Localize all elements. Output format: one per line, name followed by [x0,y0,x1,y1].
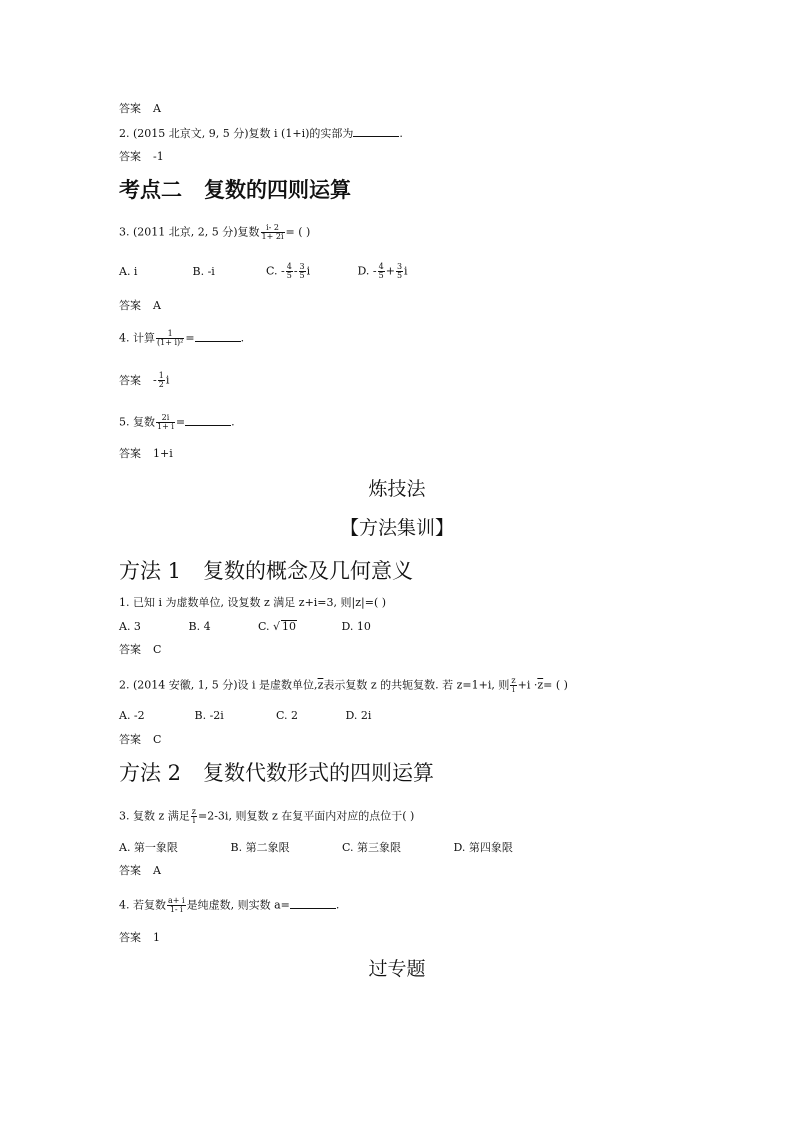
option-a: A. i [119,264,138,278]
option-label: C. [258,620,274,633]
answer-label: 答案 [119,299,141,312]
question-5 [119,414,235,431]
question-text: 5. 复数 [119,415,155,429]
method-question-4 [119,897,339,914]
answer-label: 答案 [119,150,141,163]
heading-number: 方法 1 [119,559,182,583]
method-answer-4 [119,932,160,943]
question-2 [119,128,403,139]
fraction [286,263,293,280]
denominator: 5 [396,271,403,280]
heading-title: 复数的四则运算 [204,177,351,202]
method-answer-2 [119,734,161,745]
option-label: D. - [357,264,377,278]
numerator: 4 [378,262,384,271]
question-text: 1. 已知 i 为虚数单位, 设复数 z 满足 z+i=3, 则|z|=( ) [119,596,387,609]
answer-label: 答案 [119,643,141,656]
question-text-end: = ( ) [285,225,311,239]
method-question-3 [119,808,414,825]
imaginary-unit: i [306,264,311,278]
method-question-3-options [119,842,513,853]
operator: + [385,264,395,278]
imaginary-unit: i [404,264,408,278]
heading-title: 复数代数形式的四则运算 [203,761,435,785]
denominator: (1+ i)² [157,338,184,347]
option-b: B. 第二象限 [230,841,290,854]
method-answer-1 [119,644,161,655]
denominator: i [192,816,196,825]
punctuation: . [231,415,235,429]
question-text-end: = ( ) [543,678,568,692]
numerator: a+ i [168,896,185,905]
option-label: C. - [266,264,285,278]
method-question-2-options [119,710,371,721]
question-text-post: 是纯虚数, 则实数 a= [186,898,290,912]
numerator: z [191,807,196,816]
fraction [396,263,403,280]
option-d: D. 2i [345,709,372,722]
option-b: B. -i [192,264,215,278]
section-title-lianjifa: 炼技法 [368,478,426,500]
option-a: A. 3 [119,620,141,633]
answer-blank [353,128,399,137]
fraction [261,224,285,241]
answer-value: -1 [153,150,164,163]
heading-number: 考点二 [119,177,182,202]
numerator: i- 2 [266,223,279,232]
answer-value: 1 [153,931,160,944]
question-4 [119,330,244,347]
answer-1 [119,103,161,114]
option-b: B. 4 [188,620,211,633]
answer-sign: - [153,373,157,387]
option-a: A. -2 [119,709,145,722]
numerator: 4 [286,262,292,271]
answer-blank [185,417,231,426]
answer-4 [119,372,169,389]
fraction [167,897,186,914]
heading-number: 方法 2 [119,761,182,785]
answer-value: 1+i [153,447,173,460]
equals: = [175,415,186,429]
numerator: 3 [396,262,403,271]
option-c: C. √ 10 [258,620,297,633]
question-text-end: =2-3i, 则复数 z 在复平面内对应的点位于( ) [198,809,415,823]
numerator: 1 [158,371,164,380]
option-d: D. 第四象限 [453,841,513,854]
option-c: C. 2 [276,709,299,722]
answer-value: A [153,864,161,877]
fraction [299,263,306,280]
conjugate-z: $\overline{z}$ [537,678,544,692]
answer-blank [290,900,336,909]
answer-blank [195,333,241,342]
answer-value: A [153,299,161,312]
section-title-guozhuanti: 过专题 [368,958,426,980]
question-text: 2. (2015 北京文, 9, 5 分)复数 i (1+i)的实部为 [119,127,354,140]
option-a: A. 第一象限 [119,841,178,854]
denominator: 1+ 2i [261,232,284,241]
sqrt-radicand: 10 [282,620,297,633]
question-text: 3. 复数 z 满足 [119,809,190,823]
question-text: 4. 计算 [119,331,155,345]
denominator: 5 [286,271,292,280]
punctuation: . [335,898,340,912]
answer-value: C [153,733,162,746]
fraction [158,372,165,389]
method-question-1 [119,597,386,608]
numerator: 3 [299,262,305,271]
heading-kaodian-2 [119,179,351,200]
conjugate-z: $\overline{z}$ [317,678,324,692]
fraction [191,808,197,825]
answer-value: C [153,643,162,656]
punctuation: . [240,331,245,345]
denominator: 5 [299,271,305,280]
question-3-options [119,263,408,280]
answer-label: 答案 [119,447,141,460]
method-question-2 [119,677,568,694]
option-d [358,263,408,280]
answer-label: 答案 [119,373,141,387]
denominator: 5 [378,271,384,280]
option-b: B. -2i [194,709,224,722]
fraction [156,330,184,347]
answer-label: 答案 [119,102,141,115]
imaginary-unit: i [165,373,170,387]
option-d: D. 10 [341,620,371,633]
method-question-1-options [119,620,371,632]
denominator: i [512,685,515,694]
punctuation: . [399,127,403,140]
answer-5 [119,448,173,459]
method-answer-3 [119,865,161,876]
option-c [266,263,354,280]
option-c: C. 第三象限 [342,841,402,854]
question-text-post: +i · [517,678,538,692]
denominator: 1+ i [157,422,174,431]
fraction [156,414,175,431]
question-text: 4. 若复数 [119,898,166,912]
equals: = [185,331,195,345]
question-3 [119,224,310,241]
answer-label: 答案 [119,931,141,944]
numerator: z [511,676,516,685]
denominator: 1- i [167,905,186,914]
heading-method-1 [119,561,413,582]
answer-2 [119,151,164,162]
heading-title: 复数的概念及几何意义 [203,559,414,583]
question-text: 3. (2011 北京, 2, 5 分)复数 [119,225,260,239]
numerator: 2i [161,413,170,422]
fraction [378,263,385,280]
answer-3 [119,300,161,311]
operator: - [293,264,298,278]
answer-label: 答案 [119,864,141,877]
answer-label: 答案 [119,733,141,746]
question-text-mid: 表示复数 z 的共轭复数. 若 z=1+i, 则 [323,678,510,692]
section-title-fangfa: 【方法集训】 [339,517,454,539]
denominator: 2 [158,380,164,389]
heading-method-2 [119,763,434,784]
fraction [510,677,516,694]
numerator: 1 [167,329,173,338]
question-text: 2. (2014 安徽, 1, 5 分)设 i 是虚数单位, [119,678,318,692]
answer-value: A [153,102,161,115]
